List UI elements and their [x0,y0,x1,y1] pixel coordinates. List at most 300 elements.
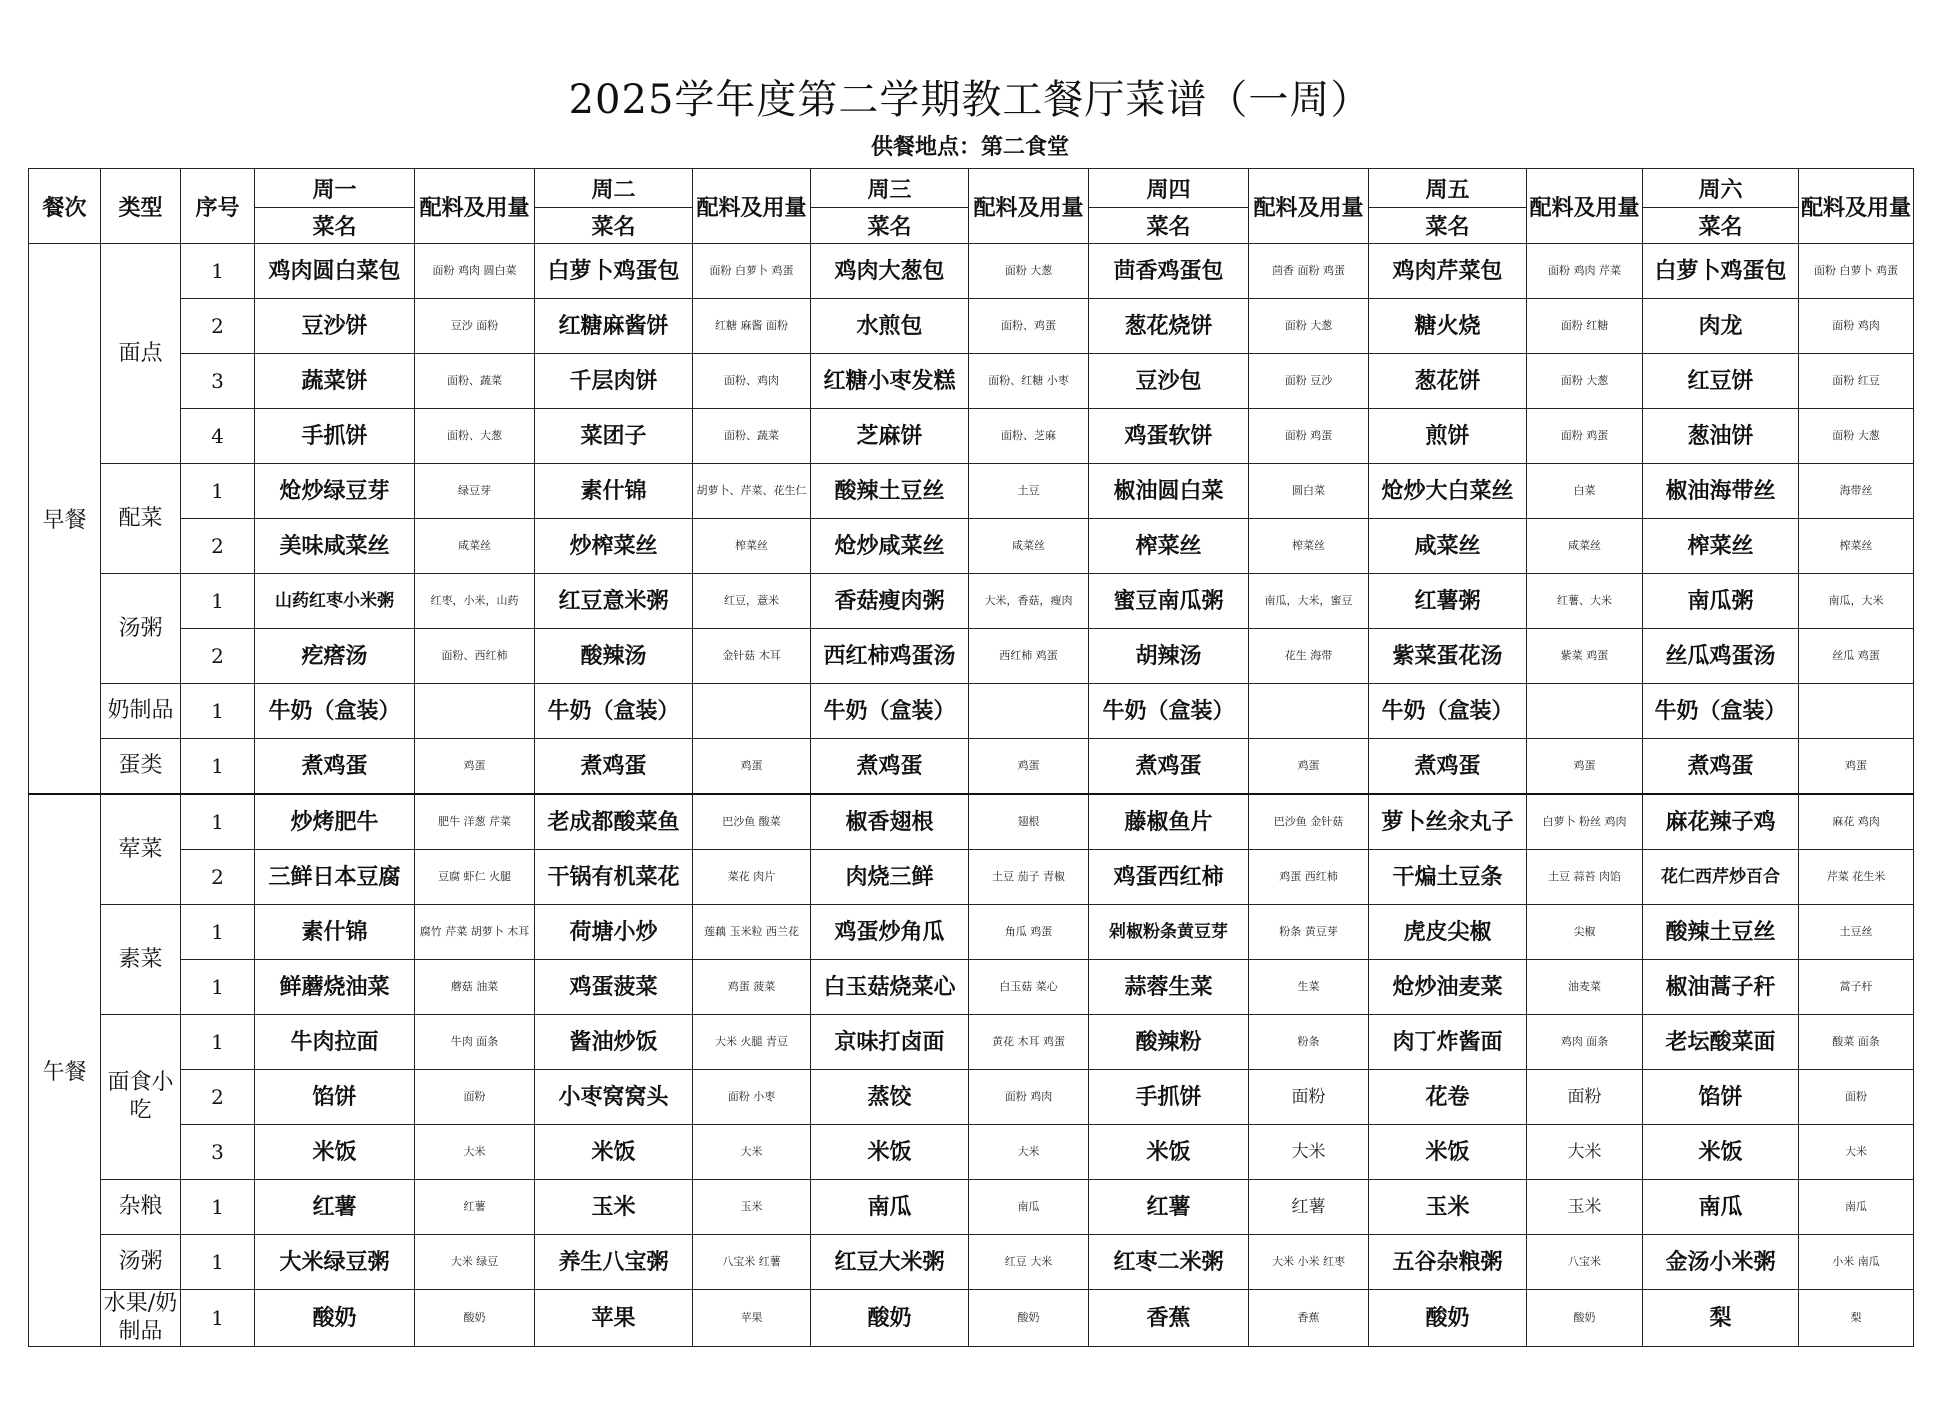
ingredient-cell: 尖椒 [1527,905,1643,960]
ingredient-cell: 面粉、蔬菜 [415,354,535,409]
header-ingredients: 配料及用量 [693,169,811,244]
type-cell: 面食小吃 [101,1015,181,1180]
dish-cell: 虎皮尖椒 [1369,905,1527,960]
ingredient-cell: 腐竹 芹菜 胡萝卜 木耳 [415,905,535,960]
ingredient-cell: 面粉 大葱 [1799,409,1914,464]
ingredient-cell: 苹果 [693,1290,811,1347]
ingredient-cell: 面粉 鸡蛋 [1249,409,1369,464]
ingredient-cell: 金针菇 木耳 [693,629,811,684]
dish-cell: 西红柿鸡蛋汤 [811,629,969,684]
ingredient-cell: 面粉 鸡肉 [969,1070,1089,1125]
header-seq: 序号 [181,169,255,244]
ingredient-cell: 大米 [415,1125,535,1180]
dish-cell: 南瓜 [811,1180,969,1235]
ingredient-cell: 面粉、鸡蛋 [969,299,1089,354]
dish-cell: 蒜蓉生菜 [1089,960,1249,1015]
dish-cell: 煮鸡蛋 [1643,739,1799,795]
ingredient-cell: 角瓜 鸡蛋 [969,905,1089,960]
type-cell: 蛋类 [101,739,181,795]
header-day-sat: 周六 [1643,169,1799,208]
dish-cell: 酸奶 [811,1290,969,1347]
ingredient-cell: 南瓜，大米 [1799,574,1914,629]
ingredient-cell: 面粉 豆沙 [1249,354,1369,409]
dish-cell: 花卷 [1369,1070,1527,1125]
dish-cell: 胡辣汤 [1089,629,1249,684]
header-meal: 餐次 [29,169,101,244]
seq-cell: 1 [181,1290,255,1347]
header-type: 类型 [101,169,181,244]
dish-cell: 酱油炒饭 [535,1015,693,1070]
ingredient-cell [415,684,535,739]
dish-cell: 南瓜粥 [1643,574,1799,629]
table-row [29,244,1914,299]
ingredient-cell: 豆腐 虾仁 火腿 [415,850,535,905]
dish-cell: 萝卜丝汆丸子 [1369,794,1527,850]
ingredient-cell: 蘑菇 油菜 [415,960,535,1015]
ingredient-cell: 咸菜丝 [1527,519,1643,574]
dish-cell: 菜团子 [535,409,693,464]
dish-cell: 酸奶 [255,1290,415,1347]
ingredient-cell: 榨菜丝 [693,519,811,574]
ingredient-cell: 茴香 面粉 鸡蛋 [1249,244,1369,299]
ingredient-cell: 红豆，薏米 [693,574,811,629]
dish-cell: 牛奶（盒装） [1369,684,1527,739]
ingredient-cell: 大米 [693,1125,811,1180]
dish-cell: 芝麻饼 [811,409,969,464]
dish-cell: 酸辣土豆丝 [811,464,969,519]
dish-cell: 鸡肉圆白菜包 [255,244,415,299]
dish-cell: 疙瘩汤 [255,629,415,684]
dish-cell: 红糖麻酱饼 [535,299,693,354]
dish-cell: 煮鸡蛋 [1089,739,1249,795]
ingredient-cell: 鸡蛋 [1527,739,1643,795]
dish-cell: 炝炒大白菜丝 [1369,464,1527,519]
dish-cell: 榨菜丝 [1089,519,1249,574]
dish-cell: 椒油圆白菜 [1089,464,1249,519]
ingredient-cell: 面粉 大葱 [969,244,1089,299]
ingredient-cell: 红薯 [1249,1180,1369,1235]
ingredient-cell: 面粉 鸡蛋 [1527,409,1643,464]
dish-cell: 干锅有机菜花 [535,850,693,905]
dish-cell: 炝炒绿豆芽 [255,464,415,519]
table-row [29,1235,1914,1290]
table-row [29,409,1914,464]
ingredient-cell [969,684,1089,739]
type-cell: 汤粥 [101,574,181,684]
ingredient-cell: 酸奶 [415,1290,535,1347]
dish-cell: 南瓜 [1643,1180,1799,1235]
dish-cell: 炝炒油麦菜 [1369,960,1527,1015]
ingredient-cell: 鸡蛋 [693,739,811,795]
dish-cell: 麻花辣子鸡 [1643,794,1799,850]
header-day-tue: 周二 [535,169,693,208]
dish-cell: 老成都酸菜鱼 [535,794,693,850]
dish-cell: 花仁西芹炒百合 [1643,850,1799,905]
dish-cell: 白玉菇烧菜心 [811,960,969,1015]
ingredient-cell: 油麦菜 [1527,960,1643,1015]
dish-cell: 椒油海带丝 [1643,464,1799,519]
dish-cell: 蒸饺 [811,1070,969,1125]
seq-cell: 4 [181,409,255,464]
dish-cell: 红糖小枣发糕 [811,354,969,409]
ingredient-cell [1799,684,1914,739]
dish-cell: 米饭 [255,1125,415,1180]
ingredient-cell: 土豆 蒜苔 肉馅 [1527,850,1643,905]
dish-cell: 红豆意米粥 [535,574,693,629]
dish-cell: 素什锦 [535,464,693,519]
header-dish-name: 菜名 [255,208,415,244]
dish-cell: 红薯 [255,1180,415,1235]
dish-cell: 千层肉饼 [535,354,693,409]
dish-cell: 牛奶（盒装） [1089,684,1249,739]
dish-cell: 干煸土豆条 [1369,850,1527,905]
type-cell: 杂粮 [101,1180,181,1235]
table-row [29,960,1914,1015]
ingredient-cell: 白萝卜 粉丝 鸡肉 [1527,794,1643,850]
header-ingredients: 配料及用量 [1527,169,1643,244]
menu-body [29,244,1914,1347]
table-row [29,629,1914,684]
table-row [29,739,1914,795]
seq-cell: 1 [181,905,255,960]
ingredient-cell: 面粉 鸡肉 [1799,299,1914,354]
seq-cell: 1 [181,464,255,519]
dish-cell: 煮鸡蛋 [1369,739,1527,795]
dish-cell: 肉丁炸酱面 [1369,1015,1527,1070]
ingredient-cell: 翅根 [969,794,1089,850]
header-ingredients: 配料及用量 [1249,169,1369,244]
ingredient-cell: 大米 火腿 青豆 [693,1015,811,1070]
ingredient-cell [1527,684,1643,739]
ingredient-cell: 大米 小米 红枣 [1249,1235,1369,1290]
ingredient-cell: 面粉 [415,1070,535,1125]
ingredient-cell: 西红柿 鸡蛋 [969,629,1089,684]
header-day-wed: 周三 [811,169,969,208]
header-day-thu: 周四 [1089,169,1249,208]
type-cell: 水果/奶制品 [101,1290,181,1347]
seq-cell: 2 [181,299,255,354]
seq-cell: 2 [181,1070,255,1125]
dish-cell: 米饭 [811,1125,969,1180]
ingredient-cell: 大米 绿豆 [415,1235,535,1290]
ingredient-cell: 面粉 [1799,1070,1914,1125]
dish-cell: 藤椒鱼片 [1089,794,1249,850]
ingredient-cell: 南瓜 [1799,1180,1914,1235]
ingredient-cell: 巴沙鱼 酸菜 [693,794,811,850]
dish-cell: 鸡蛋炒角瓜 [811,905,969,960]
ingredient-cell: 面粉 红豆 [1799,354,1914,409]
ingredient-cell: 玉米 [693,1180,811,1235]
dish-cell: 小枣窝窝头 [535,1070,693,1125]
ingredient-cell: 生菜 [1249,960,1369,1015]
ingredient-cell: 鸡蛋 [1799,739,1914,795]
ingredient-cell: 面粉 红糖 [1527,299,1643,354]
ingredient-cell: 莲藕 玉米粒 西兰花 [693,905,811,960]
dish-cell: 玉米 [1369,1180,1527,1235]
type-cell: 奶制品 [101,684,181,739]
ingredient-cell: 土豆丝 [1799,905,1914,960]
ingredient-cell: 鸡蛋 西红柿 [1249,850,1369,905]
dish-cell: 椒油蒿子秆 [1643,960,1799,1015]
dish-cell: 手抓饼 [1089,1070,1249,1125]
dish-cell: 苹果 [535,1290,693,1347]
ingredient-cell: 胡萝卜、芹菜、花生仁 [693,464,811,519]
header-dish-name: 菜名 [811,208,969,244]
ingredient-cell: 咸菜丝 [415,519,535,574]
table-row [29,464,1914,519]
dish-cell: 香蕉 [1089,1290,1249,1347]
dish-cell: 牛奶（盒装） [1643,684,1799,739]
ingredient-cell: 丝瓜 鸡蛋 [1799,629,1914,684]
dish-cell: 鸡蛋软饼 [1089,409,1249,464]
dish-cell: 葱花饼 [1369,354,1527,409]
ingredient-cell: 红豆 大米 [969,1235,1089,1290]
ingredient-cell [693,684,811,739]
dish-cell: 梨 [1643,1290,1799,1347]
ingredient-cell: 海带丝 [1799,464,1914,519]
dish-cell: 肉龙 [1643,299,1799,354]
dish-cell: 牛奶（盒装） [255,684,415,739]
ingredient-cell: 白菜 [1527,464,1643,519]
dish-cell: 京味打卤面 [811,1015,969,1070]
page-title: 2025学年度第二学期教工餐厅菜谱（一周） [568,77,1372,123]
ingredient-cell: 黄花 木耳 鸡蛋 [969,1015,1089,1070]
dish-cell: 金汤小米粥 [1643,1235,1799,1290]
dish-cell: 红薯粥 [1369,574,1527,629]
ingredient-cell: 面粉、西红柿 [415,629,535,684]
dish-cell: 养生八宝粥 [535,1235,693,1290]
dish-cell: 酸辣土豆丝 [1643,905,1799,960]
header-dish-name: 菜名 [1369,208,1527,244]
dish-cell: 红豆饼 [1643,354,1799,409]
ingredient-cell: 鸡蛋 菠菜 [693,960,811,1015]
ingredient-cell: 大米 [1527,1125,1643,1180]
dish-cell: 大米绿豆粥 [255,1235,415,1290]
ingredient-cell: 面粉、芝麻 [969,409,1089,464]
seq-cell: 1 [181,1235,255,1290]
header-ingredients: 配料及用量 [1799,169,1914,244]
ingredient-cell: 面粉 白萝卜 鸡蛋 [693,244,811,299]
dish-cell: 白萝卜鸡蛋包 [1643,244,1799,299]
dish-cell: 糖火烧 [1369,299,1527,354]
meal-cell: 午餐 [29,794,101,1347]
ingredient-cell: 红薯 [415,1180,535,1235]
dish-cell: 三鲜日本豆腐 [255,850,415,905]
ingredient-cell: 麻花 鸡肉 [1799,794,1914,850]
header-ingredients: 配料及用量 [415,169,535,244]
ingredient-cell: 粉条 [1249,1015,1369,1070]
meal-cell: 早餐 [29,244,101,795]
ingredient-cell: 粉条 黄豆芽 [1249,905,1369,960]
ingredient-cell: 玉米 [1527,1180,1643,1235]
seq-cell: 1 [181,960,255,1015]
dish-cell: 米饭 [1369,1125,1527,1180]
dish-cell: 煮鸡蛋 [255,739,415,795]
ingredient-cell: 芹菜 花生米 [1799,850,1914,905]
ingredient-cell: 香蕉 [1249,1290,1369,1347]
dish-cell: 牛奶（盒装） [811,684,969,739]
dish-cell: 煮鸡蛋 [811,739,969,795]
table-row [29,905,1914,960]
seq-cell: 2 [181,850,255,905]
dish-cell: 椒香翅根 [811,794,969,850]
dish-cell: 手抓饼 [255,409,415,464]
header-dish-name: 菜名 [535,208,693,244]
table-row [29,850,1914,905]
dish-cell: 葱花烧饼 [1089,299,1249,354]
dish-cell: 牛奶（盒装） [535,684,693,739]
ingredient-cell: 大米 [1249,1125,1369,1180]
dish-cell: 红枣二米粥 [1089,1235,1249,1290]
ingredient-cell: 咸菜丝 [969,519,1089,574]
dish-cell: 煮鸡蛋 [535,739,693,795]
ingredient-cell: 鸡蛋 [969,739,1089,795]
header-day-mon: 周一 [255,169,415,208]
dish-cell: 榨菜丝 [1643,519,1799,574]
seq-cell: 3 [181,354,255,409]
header-ingredients: 配料及用量 [969,169,1089,244]
ingredient-cell: 榨菜丝 [1799,519,1914,574]
dish-cell: 白萝卜鸡蛋包 [535,244,693,299]
dish-cell: 蔬菜饼 [255,354,415,409]
ingredient-cell: 土豆 茄子 青椒 [969,850,1089,905]
ingredient-cell: 肥牛 洋葱 芹菜 [415,794,535,850]
seq-cell: 1 [181,244,255,299]
table-row [29,684,1914,739]
ingredient-cell: 面粉 [1249,1070,1369,1125]
ingredient-cell: 面粉 鸡肉 圆白菜 [415,244,535,299]
table-row [29,1070,1914,1125]
ingredient-cell: 小米 南瓜 [1799,1235,1914,1290]
ingredient-cell: 圆白菜 [1249,464,1369,519]
dish-cell: 鲜蘑烧油菜 [255,960,415,1015]
ingredient-cell: 酸菜 面条 [1799,1015,1914,1070]
header-day-fri: 周五 [1369,169,1527,208]
dish-cell: 炒榨菜丝 [535,519,693,574]
dish-cell: 茴香鸡蛋包 [1089,244,1249,299]
ingredient-cell: 面粉 [1527,1070,1643,1125]
ingredient-cell: 南瓜 [969,1180,1089,1235]
ingredient-cell: 鸡蛋 [415,739,535,795]
dish-cell: 咸菜丝 [1369,519,1527,574]
ingredient-cell: 土豆 [969,464,1089,519]
dish-cell: 鸡肉大葱包 [811,244,969,299]
ingredient-cell: 面粉、鸡肉 [693,354,811,409]
dish-cell: 鸡蛋西红柿 [1089,850,1249,905]
header-dish-name: 菜名 [1643,208,1799,244]
dish-cell: 红豆大米粥 [811,1235,969,1290]
ingredient-cell: 牛肉 面条 [415,1015,535,1070]
dish-cell: 葱油饼 [1643,409,1799,464]
header-row [29,169,1914,208]
ingredient-cell: 八宝米 红薯 [693,1235,811,1290]
dish-cell: 煎饼 [1369,409,1527,464]
dish-cell: 紫菜蛋花汤 [1369,629,1527,684]
table-row [29,1015,1914,1070]
dish-cell: 水煎包 [811,299,969,354]
ingredient-cell [1249,684,1369,739]
seq-cell: 1 [181,684,255,739]
type-cell: 面点 [101,244,181,464]
dish-cell: 豆沙包 [1089,354,1249,409]
dish-cell: 馅饼 [255,1070,415,1125]
dish-cell: 香菇瘦肉粥 [811,574,969,629]
ingredient-cell: 酸奶 [1527,1290,1643,1347]
dish-cell: 米饭 [535,1125,693,1180]
ingredient-cell: 大米 [1799,1125,1914,1180]
dish-cell: 米饭 [1089,1125,1249,1180]
menu-table [28,168,1914,1347]
dish-cell: 美味咸菜丝 [255,519,415,574]
type-cell: 荤菜 [101,794,181,905]
ingredient-cell: 蒿子杆 [1799,960,1914,1015]
ingredient-cell: 鸡蛋 [1249,739,1369,795]
ingredient-cell: 红薯、大米 [1527,574,1643,629]
dish-cell: 剁椒粉条黄豆芽 [1089,905,1249,960]
seq-cell: 3 [181,1125,255,1180]
dish-cell: 酸辣汤 [535,629,693,684]
dish-cell: 馅饼 [1643,1070,1799,1125]
ingredient-cell: 面粉 小枣 [693,1070,811,1125]
seq-cell: 1 [181,1015,255,1070]
dish-cell: 丝瓜鸡蛋汤 [1643,629,1799,684]
seq-cell: 1 [181,1180,255,1235]
dish-cell: 蜜豆南瓜粥 [1089,574,1249,629]
page-subtitle: 供餐地点：第二食堂 [870,134,1069,160]
table-row [29,1180,1914,1235]
dish-cell: 酸奶 [1369,1290,1527,1347]
ingredient-cell: 红枣，小米，山药 [415,574,535,629]
table-row [29,794,1914,850]
ingredient-cell: 梨 [1799,1290,1914,1347]
seq-cell: 1 [181,739,255,795]
dish-cell: 牛肉拉面 [255,1015,415,1070]
dish-cell: 山药红枣小米粥 [255,574,415,629]
ingredient-cell: 面粉 鸡肉 芹菜 [1527,244,1643,299]
table-row [29,574,1914,629]
ingredient-cell: 大米 [969,1125,1089,1180]
seq-cell: 2 [181,519,255,574]
ingredient-cell: 面粉、红糖 小枣 [969,354,1089,409]
dish-cell: 五谷杂粮粥 [1369,1235,1527,1290]
ingredient-cell: 巴沙鱼 金针菇 [1249,794,1369,850]
ingredient-cell: 面粉、蔬菜 [693,409,811,464]
ingredient-cell: 花生 海带 [1249,629,1369,684]
dish-cell: 肉烧三鲜 [811,850,969,905]
table-row [29,519,1914,574]
dish-cell: 老坛酸菜面 [1643,1015,1799,1070]
ingredient-cell: 榨菜丝 [1249,519,1369,574]
dish-cell: 玉米 [535,1180,693,1235]
ingredient-cell: 面粉 大葱 [1249,299,1369,354]
dish-cell: 荷塘小炒 [535,905,693,960]
table-row [29,1125,1914,1180]
ingredient-cell: 面粉 大葱 [1527,354,1643,409]
table-row [29,354,1914,409]
type-cell: 素菜 [101,905,181,1015]
dish-cell: 红薯 [1089,1180,1249,1235]
type-cell: 配菜 [101,464,181,574]
table-row [29,299,1914,354]
dish-cell: 素什锦 [255,905,415,960]
ingredient-cell: 酸奶 [969,1290,1089,1347]
dish-cell: 炝炒咸菜丝 [811,519,969,574]
dish-cell: 炒烤肥牛 [255,794,415,850]
ingredient-cell: 豆沙 面粉 [415,299,535,354]
type-cell: 汤粥 [101,1235,181,1290]
ingredient-cell: 绿豆芽 [415,464,535,519]
header-dish-name: 菜名 [1089,208,1249,244]
